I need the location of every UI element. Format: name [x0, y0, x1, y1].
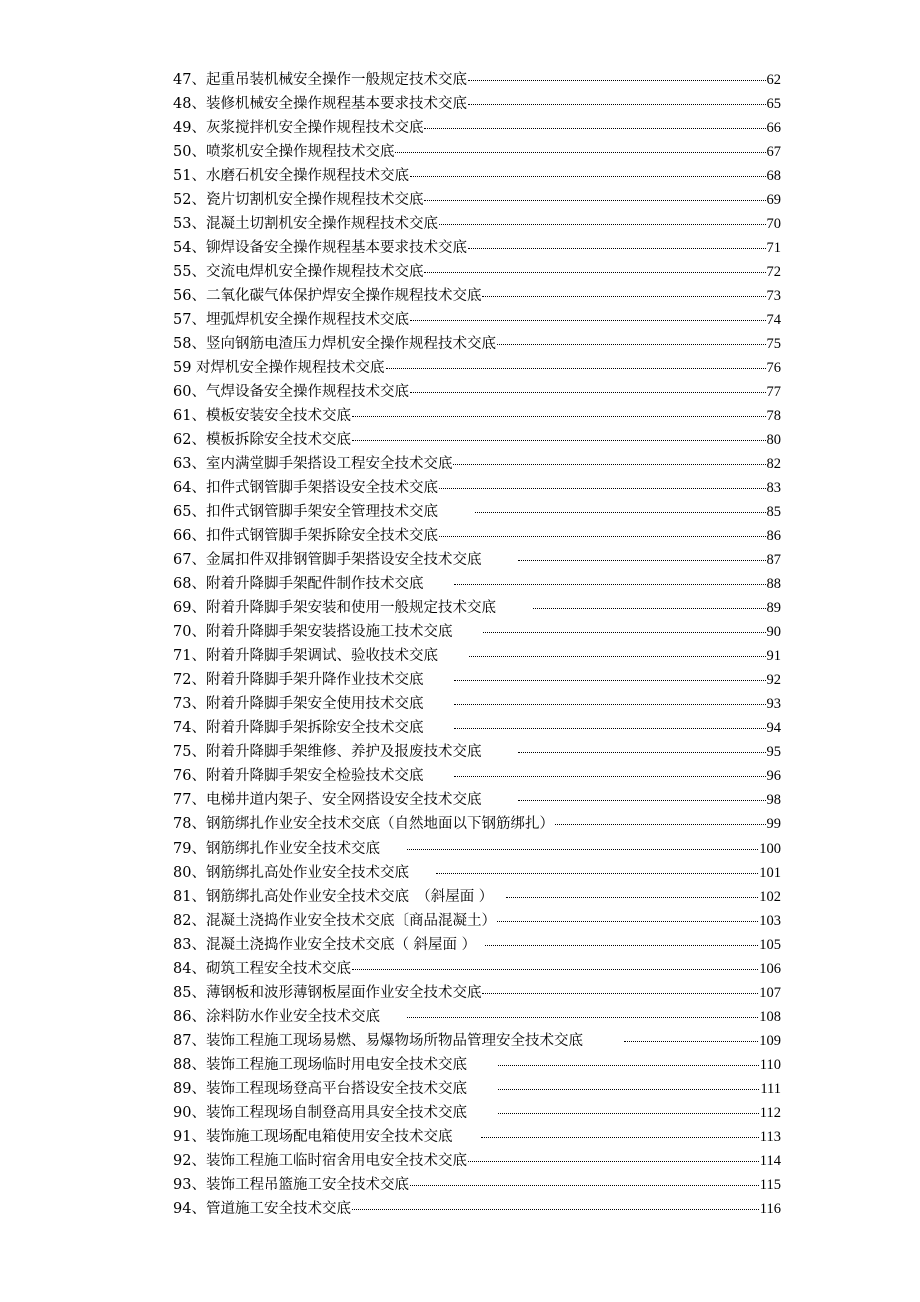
toc-entry[interactable]: [173, 1005, 781, 1029]
toc-entry[interactable]: [173, 692, 781, 716]
toc-dot-leader: [454, 680, 765, 681]
toc-entry-title: 56、二氧化碳气体保护焊安全操作规程技术交底: [173, 288, 482, 305]
toc-entry-title: 93、装饰工程吊篮施工安全技术交底: [173, 1176, 409, 1193]
toc-entry-page: 106: [759, 960, 781, 977]
toc-dot-leader: [454, 704, 765, 705]
toc-dot-leader: [498, 1065, 759, 1066]
toc-entry-page: 115: [759, 1176, 781, 1193]
toc-dot-leader: [386, 368, 766, 369]
toc-dot-leader: [469, 656, 766, 657]
toc-dot-leader: [424, 128, 765, 129]
toc-dot-leader: [624, 1041, 758, 1042]
toc-dot-leader: [407, 849, 758, 850]
toc-dot-leader: [483, 632, 765, 633]
toc-entry[interactable]: [173, 500, 781, 524]
toc-entry-title: 69、附着升降脚手架安装和使用一般规定技术交底: [173, 600, 496, 617]
toc-entry[interactable]: [173, 308, 781, 332]
toc-entry-page: 91: [766, 648, 781, 665]
toc-entry-title: 85、薄钢板和波形薄钢板屋面作业安全技术交底: [173, 984, 482, 1001]
toc-entry[interactable]: [173, 764, 781, 788]
toc-entry-page: 94: [766, 720, 781, 737]
toc-entry-page: 116: [759, 1200, 781, 1217]
toc-entry-page: 100: [759, 840, 781, 857]
toc-entry-title: 66、扣件式钢管脚手架拆除安全技术交底: [173, 528, 438, 545]
toc-entry-page: 67: [766, 144, 781, 161]
toc-entry-page: 85: [766, 504, 781, 521]
toc-entry-title: 78、钢筋绑扎作业安全技术交底（自然地面以下钢筋绑扎）: [173, 816, 554, 833]
toc-entry-page: 80: [766, 432, 781, 449]
toc-entry[interactable]: [173, 788, 781, 812]
toc-entry-title: 86、涂料防水作业安全技术交底: [173, 1008, 380, 1025]
toc-entry[interactable]: [173, 284, 781, 308]
toc-entry-page: 66: [766, 120, 781, 137]
toc-entry-title: 94、管道施工安全技术交底: [173, 1200, 351, 1217]
toc-entry[interactable]: [173, 1053, 781, 1077]
toc-entry-page: 110: [759, 1056, 781, 1073]
toc-dot-leader: [352, 440, 766, 441]
toc-dot-leader: [424, 200, 765, 201]
toc-entry-title: 89、装饰工程现场登高平台搭设安全技术交底: [173, 1080, 467, 1097]
toc-entry-page: 88: [766, 576, 781, 593]
toc-dot-leader: [352, 416, 766, 417]
toc-entry[interactable]: [173, 236, 781, 260]
toc-entry-title: 62、模板拆除安全技术交底: [173, 432, 351, 449]
toc-entry[interactable]: [173, 668, 781, 692]
toc-entry[interactable]: [173, 909, 781, 933]
toc-dot-leader: [439, 488, 766, 489]
toc-dot-leader: [395, 152, 765, 153]
toc-entry-title: 91、装饰施工现场配电箱使用安全技术交底: [173, 1128, 453, 1145]
toc-entry-page: 99: [766, 816, 781, 833]
toc-entry-page: 102: [759, 888, 781, 905]
toc-entry-title: 65、扣件式钢管脚手架安全管理技术交底: [173, 504, 438, 521]
toc-dot-leader: [410, 1185, 759, 1186]
toc-entry-title: 72、附着升降脚手架升降作业技术交底: [173, 672, 424, 689]
toc-entry-title: 47、起重吊装机械安全操作一般规定技术交底: [173, 72, 467, 88]
toc-entry[interactable]: [173, 548, 781, 572]
toc-entry-page: 72: [766, 264, 781, 281]
toc-entry[interactable]: [173, 740, 781, 764]
toc-dot-leader: [436, 873, 758, 874]
toc-dot-leader: [506, 897, 758, 898]
toc-entry-title: 82、混凝土浇捣作业安全技术交底〔商品混凝土）: [173, 912, 496, 929]
toc-entry-page: 77: [766, 384, 781, 401]
toc-entry-title: 60、气焊设备安全操作规程技术交底: [173, 384, 409, 401]
toc-entry[interactable]: [173, 140, 781, 164]
toc-dot-leader: [498, 1113, 759, 1114]
toc-entry-title: 54、铆焊设备安全操作规程基本要求技术交底: [173, 240, 467, 257]
toc-dot-leader: [410, 320, 766, 321]
toc-entry[interactable]: [173, 1077, 781, 1101]
toc-entry[interactable]: [173, 524, 781, 548]
toc-entry-title: 83、混凝土浇捣作业安全技术交底（ 斜屋面 ）: [173, 936, 477, 953]
toc-entry-page: 73: [766, 288, 781, 305]
toc-entry-page: 90: [766, 624, 781, 641]
toc-entry-title: 76、附着升降脚手架安全检验技术交底: [173, 768, 424, 785]
toc-entry-page: 87: [766, 552, 781, 569]
toc-entry-title: 79、钢筋绑扎作业安全技术交底: [173, 840, 380, 857]
toc-entry-page: 111: [760, 1080, 781, 1097]
toc-entry-title: 84、砌筑工程安全技术交底: [173, 960, 351, 977]
toc-entry[interactable]: [173, 837, 781, 861]
toc-dot-leader: [468, 80, 766, 81]
toc-entry-title: 88、装饰工程施工现场临时用电安全技术交底: [173, 1056, 467, 1073]
toc-entry-title: 71、附着升降脚手架调试、验收技术交底: [173, 648, 438, 665]
toc-entry[interactable]: [173, 981, 781, 1005]
toc-dot-leader: [407, 1017, 758, 1018]
toc-dot-leader: [454, 584, 765, 585]
toc-entry-title: 81、钢筋绑扎高处作业安全技术交底 （斜屋面 ）: [173, 888, 494, 905]
toc-dot-leader: [424, 272, 765, 273]
toc-entry[interactable]: [173, 116, 781, 140]
toc-entry-page: 103: [759, 912, 781, 929]
toc-entry-title: 57、埋弧焊机安全操作规程技术交底: [173, 312, 409, 329]
toc-dot-leader: [454, 776, 765, 777]
toc-dot-leader: [482, 296, 765, 297]
toc-entry-title: 67、金属扣件双排钢管脚手架搭设安全技术交底: [173, 552, 482, 569]
toc-entry-title: 55、交流电焊机安全操作规程技术交底: [173, 264, 424, 281]
toc-entry[interactable]: [173, 188, 781, 212]
toc-dot-leader: [497, 344, 766, 345]
toc-entry-page: 95: [766, 744, 781, 761]
toc-entry-page: 82: [766, 456, 781, 473]
table-of-contents: [173, 68, 781, 1221]
toc-entry-title: 51、水磨石机安全操作规程技术交底: [173, 168, 409, 185]
toc-entry-page: 89: [766, 600, 781, 617]
toc-dot-leader: [352, 1209, 759, 1210]
toc-entry[interactable]: [173, 596, 781, 620]
toc-entry[interactable]: [173, 68, 781, 92]
toc-entry-page: 83: [766, 480, 781, 497]
toc-dot-leader: [439, 224, 766, 225]
toc-dot-leader: [482, 993, 758, 994]
toc-entry-page: 109: [759, 1032, 781, 1049]
toc-entry-page: 92: [766, 672, 781, 689]
toc-entry[interactable]: [173, 212, 781, 236]
toc-entry[interactable]: [173, 92, 781, 116]
toc-entry-page: 98: [766, 792, 781, 809]
toc-entry[interactable]: [173, 885, 781, 909]
toc-entry-page: 86: [766, 528, 781, 545]
toc-entry[interactable]: [173, 1101, 781, 1125]
toc-entry-page: 78: [766, 408, 781, 425]
toc-entry[interactable]: [173, 428, 781, 452]
toc-entry[interactable]: [173, 644, 781, 668]
toc-entry-page: 62: [766, 72, 781, 88]
toc-entry[interactable]: [173, 356, 781, 380]
toc-entry-title: 53、混凝土切割机安全操作规程技术交底: [173, 216, 438, 233]
toc-entry-page: 105: [759, 936, 781, 953]
toc-entry-page: 108: [759, 1008, 781, 1025]
toc-dot-leader: [481, 1137, 758, 1138]
toc-entry[interactable]: [173, 404, 781, 428]
toc-dot-leader: [498, 1089, 759, 1090]
toc-dot-leader: [518, 800, 765, 801]
toc-dot-leader: [454, 728, 765, 729]
toc-entry[interactable]: [173, 1125, 781, 1149]
toc-entry[interactable]: [173, 620, 781, 644]
toc-entry[interactable]: [173, 861, 781, 885]
toc-entry-title: 49、灰浆搅拌机安全操作规程技术交底: [173, 120, 424, 137]
toc-entry-title: 80、钢筋绑扎高处作业安全技术交底: [173, 864, 409, 881]
toc-dot-leader: [518, 752, 765, 753]
toc-dot-leader: [485, 945, 758, 946]
toc-entry-page: 114: [759, 1152, 781, 1169]
toc-entry[interactable]: [173, 380, 781, 404]
toc-entry[interactable]: [173, 933, 781, 957]
toc-entry-page: 69: [766, 192, 781, 209]
toc-entry-page: 113: [759, 1128, 781, 1145]
toc-entry-title: 63、室内满堂脚手架搭设工程安全技术交底: [173, 456, 453, 473]
toc-entry-title: 50、喷浆机安全操作规程技术交底: [173, 144, 395, 161]
toc-dot-leader: [468, 104, 766, 105]
toc-entry-page: 101: [759, 864, 781, 881]
toc-entry-title: 73、附着升降脚手架安全使用技术交底: [173, 696, 424, 713]
toc-entry[interactable]: [173, 572, 781, 596]
toc-dot-leader: [468, 1161, 759, 1162]
toc-entry-title: 68、附着升降脚手架配件制作技术交底: [173, 576, 424, 593]
toc-entry[interactable]: [173, 1197, 781, 1221]
toc-entry-title: 77、电梯井道内架子、安全网搭设安全技术交底: [173, 792, 482, 809]
toc-entry[interactable]: [173, 476, 781, 500]
toc-entry-page: 68: [766, 168, 781, 185]
toc-entry[interactable]: [173, 716, 781, 740]
toc-dot-leader: [439, 536, 766, 537]
toc-entry-title: 48、装修机械安全操作规程基本要求技术交底: [173, 96, 467, 113]
toc-entry-title: 74、附着升降脚手架拆除安全技术交底: [173, 720, 424, 737]
toc-entry-page: 71: [766, 240, 781, 257]
toc-entry-title: 75、附着升降脚手架维修、养护及报废技术交底: [173, 744, 482, 761]
toc-entry[interactable]: [173, 812, 781, 836]
toc-dot-leader: [475, 512, 766, 513]
toc-entry-title: 52、瓷片切割机安全操作规程技术交底: [173, 192, 424, 209]
toc-entry-page: 112: [759, 1104, 781, 1121]
toc-entry[interactable]: [173, 164, 781, 188]
toc-dot-leader: [497, 921, 758, 922]
toc-entry[interactable]: [173, 957, 781, 981]
toc-entry[interactable]: [173, 260, 781, 284]
toc-entry-title: 70、附着升降脚手架安装搭设施工技术交底: [173, 624, 453, 641]
toc-dot-leader: [352, 969, 758, 970]
toc-entry-page: 76: [766, 360, 781, 377]
toc-entry-title: 59 对焊机安全操作规程技术交底: [173, 360, 385, 377]
toc-entry-page: 107: [759, 984, 781, 1001]
toc-dot-leader: [518, 560, 765, 561]
toc-dot-leader: [410, 392, 766, 393]
toc-entry[interactable]: [173, 1149, 781, 1173]
toc-dot-leader: [533, 608, 766, 609]
toc-entry-title: 58、竖向钢筋电渣压力焊机安全操作规程技术交底: [173, 336, 496, 353]
toc-dot-leader: [410, 176, 766, 177]
toc-dot-leader: [468, 248, 766, 249]
toc-entry-title: 90、装饰工程现场自制登高用具安全技术交底: [173, 1104, 467, 1121]
toc-entry-page: 96: [766, 768, 781, 785]
toc-entry-title: 92、装饰工程施工临时宿舍用电安全技术交底: [173, 1152, 467, 1169]
toc-entry[interactable]: [173, 1173, 781, 1197]
toc-entry-title: 87、装饰工程施工现场易燃、易爆物场所物品管理安全技术交底: [173, 1032, 583, 1049]
toc-entry-title: 61、模板安装安全技术交底: [173, 408, 351, 425]
toc-dot-leader: [555, 824, 766, 825]
toc-entry-page: 70: [766, 216, 781, 233]
toc-entry[interactable]: [173, 452, 781, 476]
toc-entry-page: 93: [766, 696, 781, 713]
toc-entry[interactable]: [173, 1029, 781, 1053]
toc-entry-page: 75: [766, 336, 781, 353]
toc-entry-page: 65: [766, 96, 781, 113]
toc-dot-leader: [453, 464, 765, 465]
toc-entry[interactable]: [173, 332, 781, 356]
toc-entry-page: 74: [766, 312, 781, 329]
toc-entry-title: 64、扣件式钢管脚手架搭设安全技术交底: [173, 480, 438, 497]
